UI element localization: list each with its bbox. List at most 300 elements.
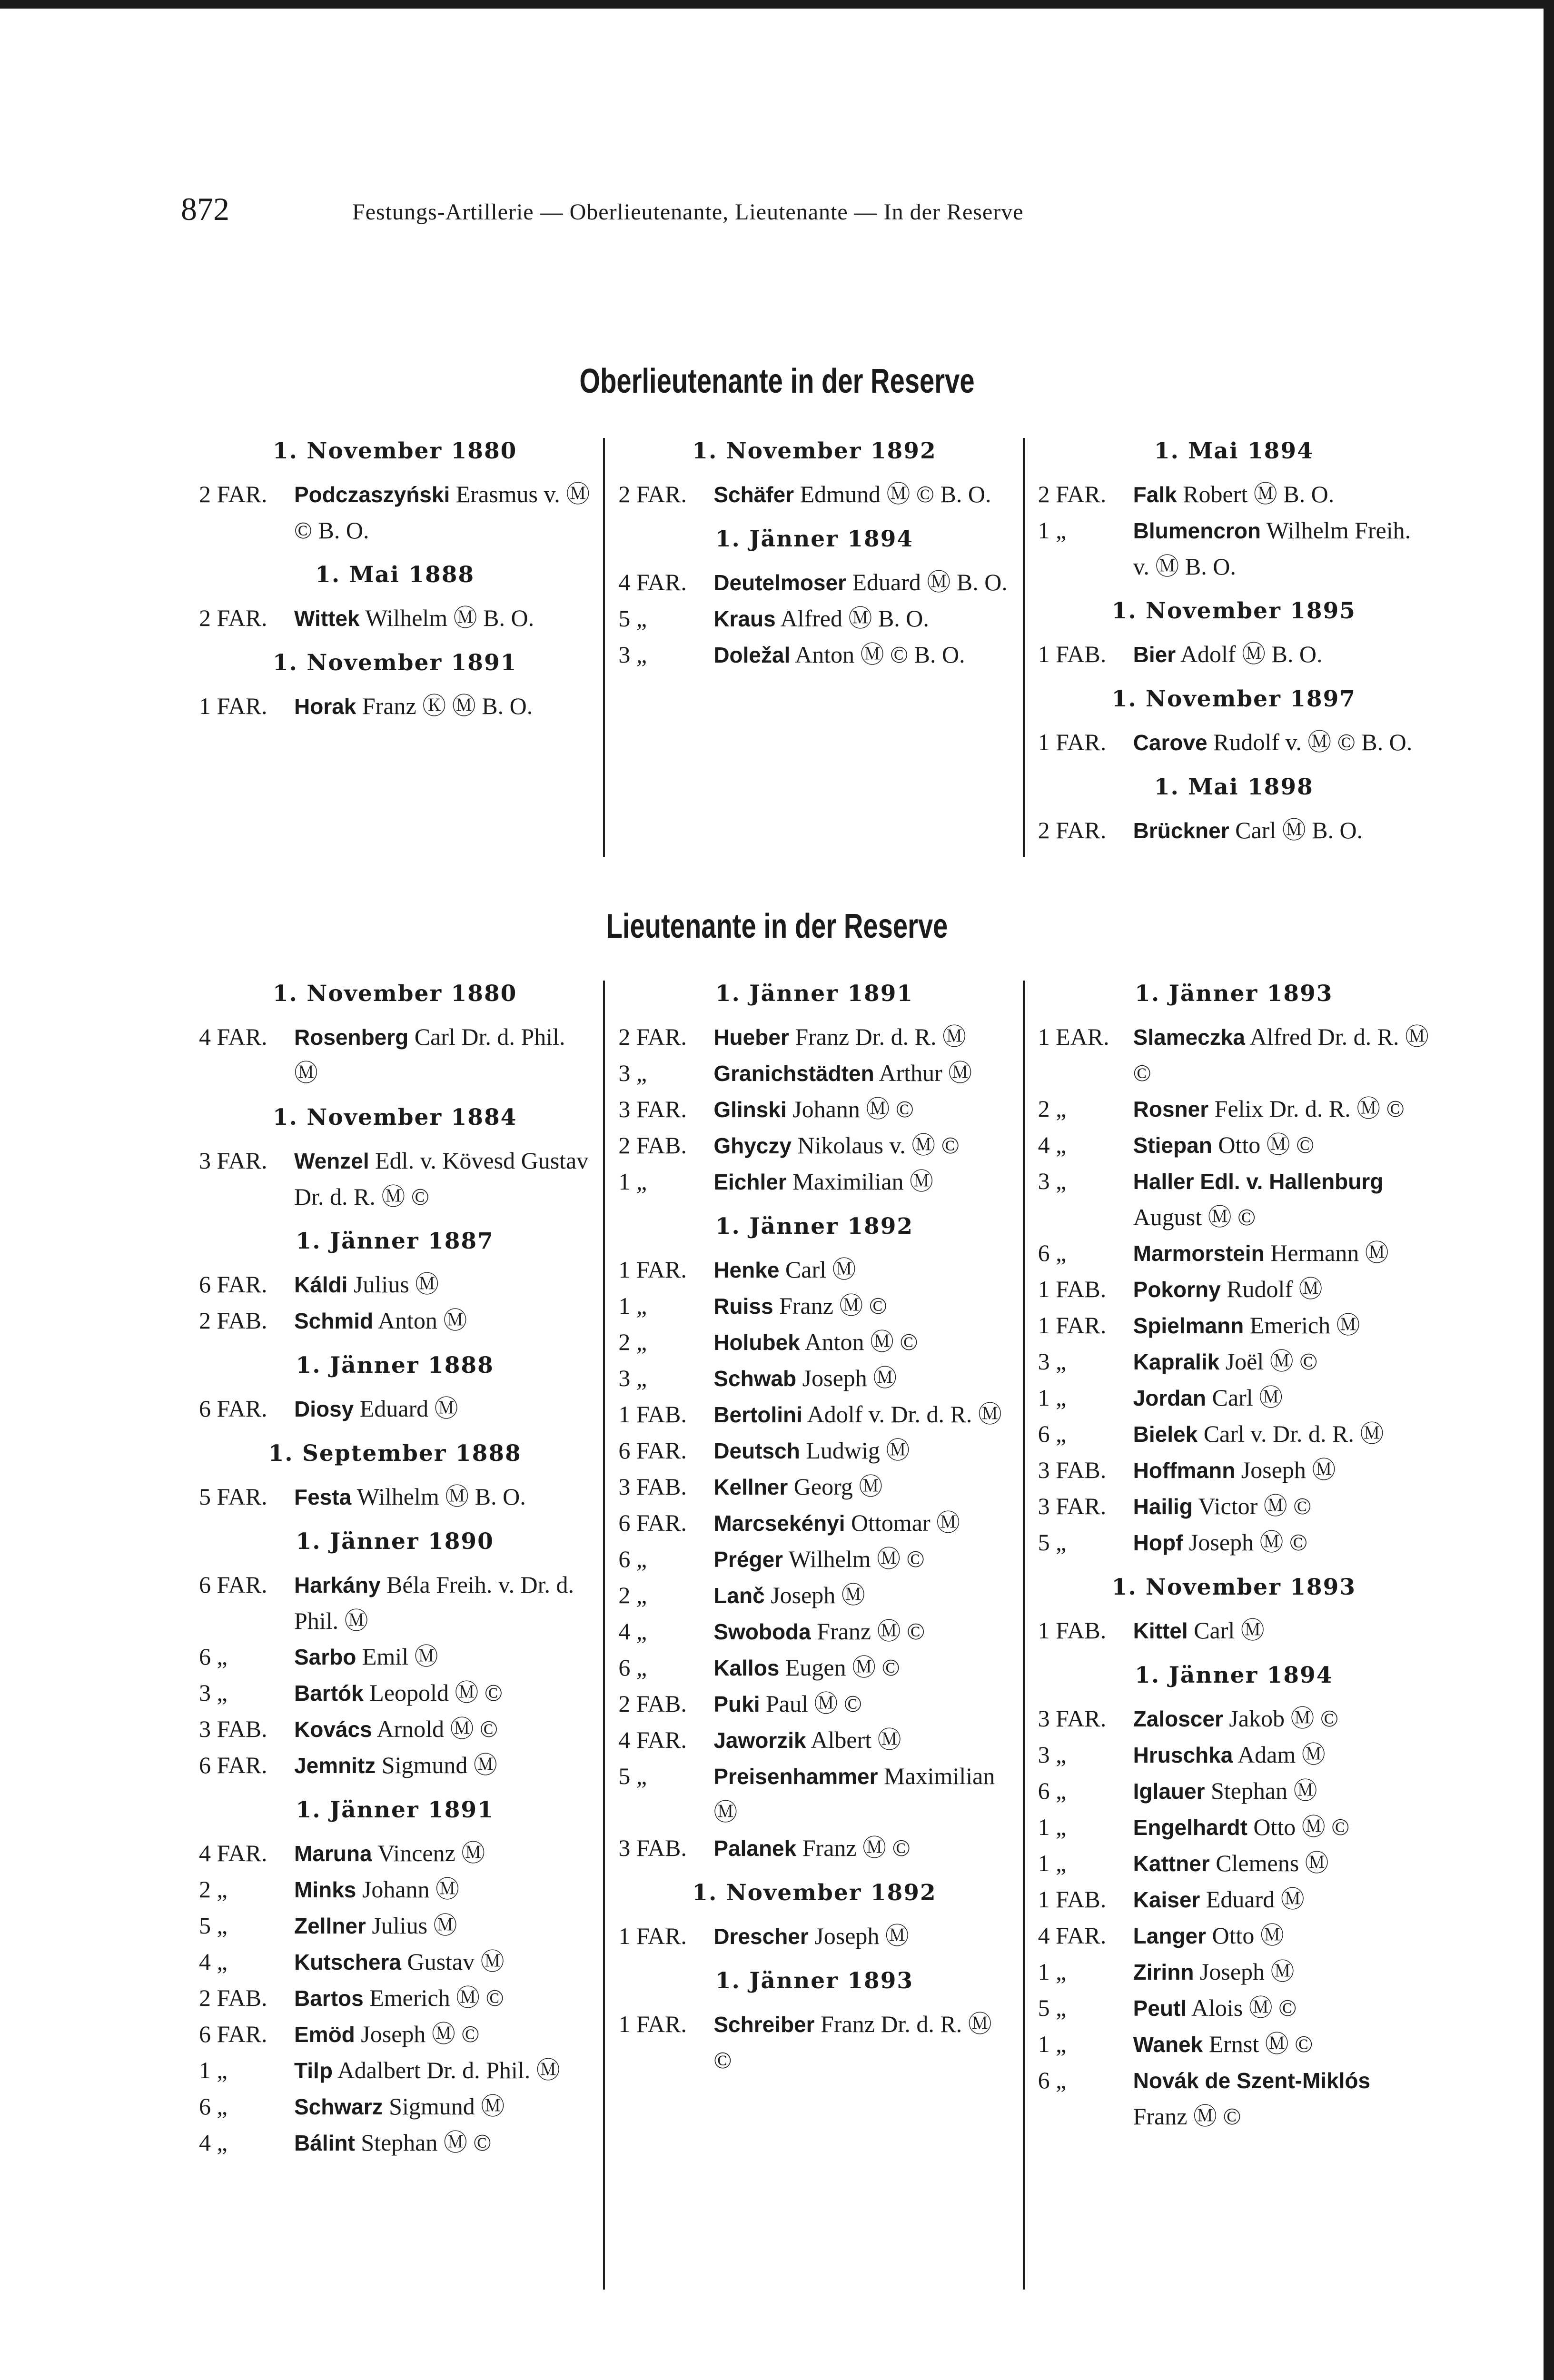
given-names-and-decorations: Edl. v. Kövesd Gustav Dr. d. R. Ⓜ © xyxy=(294,1147,589,1210)
given-names-and-decorations: Eduard Ⓜ xyxy=(359,1395,458,1422)
unit-code: 1 FAR. xyxy=(1038,1312,1107,1339)
given-names-and-decorations: Ludwig Ⓜ xyxy=(806,1437,910,1464)
officer-name xyxy=(713,1650,1010,1686)
roster-entry xyxy=(618,1360,1010,1397)
promotion-date-heading: 1. Jänner 1894 xyxy=(1135,1662,1333,1688)
roster-entry xyxy=(1038,2026,1430,2063)
given-names-and-decorations: Stephan Ⓜ © xyxy=(361,2129,492,2156)
given-names-and-decorations: Vincenz Ⓜ xyxy=(377,1840,485,1866)
given-names-and-decorations: Erasmus v. Ⓜ © B. O. xyxy=(294,481,590,544)
unit-code: 3 FAB. xyxy=(1038,1457,1107,1483)
given-names-and-decorations: Arthur Ⓜ xyxy=(879,1060,972,1086)
officer-name xyxy=(1133,1918,1430,1954)
given-names-and-decorations: Victor Ⓜ © xyxy=(1198,1493,1312,1519)
officer-name xyxy=(713,1324,1010,1360)
surname: Kaiser xyxy=(1133,1887,1200,1912)
roster-entry xyxy=(199,2089,591,2125)
officer-name xyxy=(294,1639,591,1675)
promotion-date-heading: 1. November 1884 xyxy=(272,1104,517,1130)
officer-name xyxy=(1133,1809,1430,1845)
officer-name xyxy=(1133,636,1430,673)
officer-name xyxy=(1133,2026,1430,2063)
roster-entry xyxy=(199,1267,591,1303)
promotion-date-heading: 1. November 1897 xyxy=(1111,686,1356,712)
roster-entry xyxy=(1038,1954,1430,1990)
scan-border-right xyxy=(1544,0,1554,2380)
roster-entry xyxy=(1038,1613,1430,1649)
given-names-and-decorations: Alfred Ⓜ B. O. xyxy=(780,605,929,632)
unit-code: 1 „ xyxy=(1038,1850,1067,1876)
surname: Haller Edl. v. Hallenburg xyxy=(1133,1169,1384,1194)
roster-entry xyxy=(199,1711,591,1747)
roster-entry xyxy=(199,1019,591,1091)
unit-code: 3 FAR. xyxy=(199,1147,267,1174)
column xyxy=(603,981,1022,2290)
unit-code: 2 FAB. xyxy=(199,1307,267,1334)
officer-name xyxy=(1133,1525,1430,1561)
promotion-date-heading: 1. Mai 1898 xyxy=(1154,774,1314,800)
surname: Maruna xyxy=(294,1841,372,1866)
officer-name xyxy=(1133,1773,1430,1809)
roster-entry xyxy=(199,2016,591,2053)
officer-name xyxy=(294,1944,591,1980)
surname: Wittek xyxy=(294,606,360,631)
surname: Bartók xyxy=(294,1681,364,1706)
officer-name xyxy=(1133,1344,1430,1380)
unit-code: 1 FAB. xyxy=(1038,1617,1107,1644)
unit-code: 4 FAR. xyxy=(618,569,687,595)
roster-entry xyxy=(1038,1344,1430,1380)
roster-entry xyxy=(618,1541,1010,1577)
roster-entry xyxy=(618,2006,1010,2078)
roster-entry xyxy=(1038,1701,1430,1737)
roster-entry xyxy=(618,1577,1010,1614)
surname: Kutschera xyxy=(294,1950,401,1974)
given-names-and-decorations: Emerich Ⓜ xyxy=(1249,1312,1360,1339)
officer-name xyxy=(1133,1127,1430,1163)
given-names-and-decorations: Wilhelm Freih. v. Ⓜ B. O. xyxy=(1133,517,1411,580)
surname: Hruschka xyxy=(1133,1743,1233,1767)
surname: Rosenberg xyxy=(294,1025,409,1050)
surname: Lanč xyxy=(713,1583,765,1608)
surname: Eichler xyxy=(713,1170,787,1194)
surname: Hailig xyxy=(1133,1494,1193,1519)
surname: Harkány xyxy=(294,1573,381,1597)
surname: Jordan xyxy=(1133,1386,1207,1410)
unit-code: 1 FAB. xyxy=(618,1401,687,1428)
promotion-date-heading: 1. Jänner 1892 xyxy=(715,1213,914,1240)
unit-code: 2 FAR. xyxy=(199,481,267,507)
roster-entry xyxy=(199,1872,591,1908)
roster-entry xyxy=(1038,1380,1430,1416)
surname: Kovács xyxy=(294,1717,372,1742)
surname: Schmid xyxy=(294,1309,374,1333)
officer-name xyxy=(1133,1271,1430,1308)
officer-name xyxy=(713,1614,1010,1650)
page-header xyxy=(181,190,1285,243)
unit-code: 1 FAB. xyxy=(1038,1276,1107,1302)
unit-code: 3 „ xyxy=(618,1365,647,1391)
roster-entry xyxy=(1038,1737,1430,1773)
officer-name xyxy=(713,1288,1010,1324)
roster-entry xyxy=(618,1128,1010,1164)
given-names-and-decorations: Gustav Ⓜ xyxy=(407,1948,505,1975)
roster-entry xyxy=(618,1686,1010,1722)
officer-name xyxy=(294,1908,591,1944)
surname: Bier xyxy=(1133,642,1176,667)
given-names-and-decorations: Carl Ⓜ xyxy=(785,1256,856,1283)
officer-name xyxy=(713,1541,1010,1577)
roster-entry xyxy=(199,1143,591,1215)
unit-code: 6 FAR. xyxy=(199,1752,267,1778)
promotion-date-heading: 1. November 1891 xyxy=(272,650,517,676)
given-names-and-decorations: Sigmund Ⓜ xyxy=(389,2093,505,2120)
surname: Slameczka xyxy=(1133,1025,1245,1050)
roster-entry xyxy=(199,1835,591,1872)
given-names-and-decorations: Joël Ⓜ © xyxy=(1225,1348,1318,1375)
roster-entry xyxy=(618,1614,1010,1650)
unit-code: 6 FAR. xyxy=(199,1271,267,1298)
given-names-and-decorations: Clemens Ⓜ xyxy=(1216,1850,1329,1876)
officer-name xyxy=(713,1469,1010,1505)
officer-name xyxy=(1133,1163,1430,1235)
roster-entry xyxy=(199,476,591,548)
roster-entry xyxy=(618,1722,1010,1758)
given-names-and-decorations: Franz Ⓜ © xyxy=(1133,2103,1241,2130)
roster-entry xyxy=(1038,513,1430,585)
given-names-and-decorations: Ottomar Ⓜ xyxy=(851,1509,960,1536)
column xyxy=(1023,981,1442,2290)
roster-entry xyxy=(199,1303,591,1339)
surname: Tilp xyxy=(294,2058,333,2083)
officer-name xyxy=(1133,1990,1430,2026)
surname: Peutl xyxy=(1133,1996,1187,2021)
officer-name xyxy=(294,1019,591,1091)
unit-code: 6 „ xyxy=(618,1654,647,1681)
officer-name xyxy=(713,1722,1010,1758)
roster-entry xyxy=(1038,1127,1430,1163)
promotion-date-heading: 1. Jänner 1891 xyxy=(715,981,914,1007)
running-head: Festungs-Artillerie — Oberlieutenante, Lieutenante — In der Reserve xyxy=(352,199,1024,225)
surname: Schwab xyxy=(713,1366,797,1391)
unit-code: 1 „ xyxy=(1038,2031,1067,2057)
officer-name xyxy=(1133,813,1430,849)
officer-name xyxy=(294,1303,591,1339)
given-names-and-decorations: Béla Freih. v. Dr. d. Phil. Ⓜ xyxy=(294,1571,574,1634)
roster-entry xyxy=(1038,1308,1430,1344)
officer-name xyxy=(1133,1613,1430,1649)
given-names-and-decorations: Sigmund Ⓜ xyxy=(381,1752,497,1778)
roster-entry xyxy=(199,1944,591,1980)
roster-entry xyxy=(618,1091,1010,1128)
promotion-date-heading: 1. November 1880 xyxy=(272,438,517,464)
surname: Schreiber xyxy=(713,2012,815,2037)
surname: Falk xyxy=(1133,482,1177,507)
roster-entry xyxy=(1038,1091,1430,1127)
unit-code: 1 „ xyxy=(1038,1814,1067,1840)
section-title-oberlieutenante: Oberlieutenante in der Reserve xyxy=(579,362,975,400)
roster-entry xyxy=(618,1505,1010,1541)
unit-code: 1 FAB. xyxy=(1038,641,1107,667)
unit-code: 2 „ xyxy=(618,1582,647,1608)
unit-code: 1 FAR. xyxy=(618,1256,687,1283)
surname: Engelhardt xyxy=(1133,1815,1247,1840)
surname: Hueber xyxy=(713,1025,789,1050)
surname: Ruiss xyxy=(713,1294,773,1319)
surname: Emöd xyxy=(294,2022,355,2047)
officer-name xyxy=(713,1918,1010,1954)
section-columns-lieutenante xyxy=(186,981,1442,2290)
unit-code: 6 „ xyxy=(1038,1240,1067,1266)
officer-name xyxy=(294,1711,591,1747)
unit-code: 6 FAR. xyxy=(618,1509,687,1536)
scan-border-top xyxy=(0,0,1554,9)
column xyxy=(186,981,603,2290)
given-names-and-decorations: Anton Ⓜ © B. O. xyxy=(795,641,965,668)
unit-code: 1 „ xyxy=(199,2057,228,2083)
unit-code: 1 FAR. xyxy=(199,693,267,719)
unit-code: 2 FAR. xyxy=(618,481,687,507)
surname: Kellner xyxy=(713,1475,788,1499)
surname: Carove xyxy=(1133,730,1208,755)
roster-entry xyxy=(1038,636,1430,673)
roster-entry xyxy=(618,1252,1010,1288)
officer-name xyxy=(713,1397,1010,1433)
surname: Zellner xyxy=(294,1914,366,1938)
unit-code: 3 „ xyxy=(1038,1168,1067,1194)
unit-code: 4 FAR. xyxy=(199,1023,267,1050)
given-names-and-decorations: Alois Ⓜ © xyxy=(1191,1994,1297,2021)
roster-entry xyxy=(199,2053,591,2089)
surname: Rosner xyxy=(1133,1097,1209,1121)
surname: Pokorny xyxy=(1133,1277,1221,1302)
surname: Palanek xyxy=(713,1836,797,1861)
given-names-and-decorations: Stephan Ⓜ xyxy=(1210,1777,1317,1804)
promotion-date-heading: 1. November 1893 xyxy=(1111,1574,1356,1600)
promotion-date-heading: 1. Mai 1888 xyxy=(315,562,475,588)
given-names-and-decorations: Joseph Ⓜ xyxy=(771,1582,865,1608)
unit-code: 3 „ xyxy=(618,641,647,668)
given-names-and-decorations: Otto Ⓜ xyxy=(1212,1922,1284,1949)
officer-name xyxy=(294,2125,591,2161)
officer-name xyxy=(294,1835,591,1872)
unit-code: 6 „ xyxy=(618,1546,647,1572)
officer-name xyxy=(1133,1091,1430,1127)
unit-code: 6 FAR. xyxy=(199,1571,267,1598)
roster-entry xyxy=(618,1397,1010,1433)
roster-entry xyxy=(1038,813,1430,849)
officer-name xyxy=(713,1758,1010,1830)
officer-name xyxy=(294,1675,591,1711)
surname: Spielmann xyxy=(1133,1313,1244,1338)
roster-entry xyxy=(199,1639,591,1675)
surname: Préger xyxy=(713,1547,783,1572)
roster-entry xyxy=(618,1324,1010,1360)
officer-name xyxy=(1133,1416,1430,1452)
given-names-and-decorations: Eduard Ⓜ B. O. xyxy=(852,569,1008,595)
surname: Jemnitz xyxy=(294,1753,376,1778)
given-names-and-decorations: Rudolf v. Ⓜ © B. O. xyxy=(1213,729,1413,755)
roster-entry xyxy=(199,1479,591,1515)
surname: Puki xyxy=(713,1692,760,1716)
surname: Deutsch xyxy=(713,1438,800,1463)
unit-code: 5 FAR. xyxy=(199,1483,267,1510)
given-names-and-decorations: Carl Ⓜ xyxy=(1212,1384,1283,1411)
given-names-and-decorations: Eugen Ⓜ © xyxy=(785,1654,900,1681)
unit-code: 2 „ xyxy=(199,1876,228,1903)
officer-name xyxy=(713,565,1010,601)
officer-name xyxy=(294,1747,591,1784)
given-names-and-decorations: Johann Ⓜ xyxy=(362,1876,460,1903)
unit-code: 2 FAB. xyxy=(618,1132,687,1159)
given-names-and-decorations: Johann Ⓜ © xyxy=(792,1096,914,1122)
surname: Granichstädten xyxy=(713,1061,874,1086)
page-number: 872 xyxy=(181,191,229,227)
roster-entry xyxy=(199,600,591,636)
surname: Deutelmoser xyxy=(713,570,846,595)
column xyxy=(603,438,1022,857)
unit-code: 3 FAR. xyxy=(1038,1493,1107,1519)
given-names-and-decorations: Maximilian Ⓜ xyxy=(713,1763,995,1825)
unit-code: 5 „ xyxy=(618,605,647,632)
unit-code: 3 FAR. xyxy=(1038,1705,1107,1732)
unit-code: 6 „ xyxy=(1038,1420,1067,1447)
roster-entry xyxy=(199,1908,591,1944)
given-names-and-decorations: Albert Ⓜ xyxy=(811,1726,901,1753)
surname: Schwarz xyxy=(294,2094,383,2119)
given-names-and-decorations: Joseph Ⓜ © xyxy=(361,2021,480,2047)
given-names-and-decorations: Carl Ⓜ B. O. xyxy=(1235,817,1363,843)
promotion-date-heading: 1. November 1892 xyxy=(692,1880,937,1906)
roster-entry xyxy=(1038,476,1430,513)
unit-code: 2 „ xyxy=(1038,1095,1067,1122)
unit-code: 4 FAR. xyxy=(199,1840,267,1866)
given-names-and-decorations: Robert Ⓜ B. O. xyxy=(1183,481,1335,507)
section-title-lieutenante: Lieutenante in der Reserve xyxy=(606,907,948,945)
unit-code: 2 FAR. xyxy=(1038,481,1107,507)
unit-code: 3 FAR. xyxy=(618,1096,687,1122)
roster-entry xyxy=(199,1391,591,1427)
unit-code: 4 „ xyxy=(1038,1131,1067,1158)
officer-name xyxy=(713,1055,1010,1091)
given-names-and-decorations: Adam Ⓜ xyxy=(1237,1741,1326,1768)
surname: Bálint xyxy=(294,2131,355,2155)
surname: Bartos xyxy=(294,1986,364,2011)
given-names-and-decorations: Adolf Ⓜ B. O. xyxy=(1180,641,1323,667)
roster-entry xyxy=(1038,724,1430,761)
surname: Kraus xyxy=(713,606,776,631)
promotion-date-heading: 1. Jänner 1893 xyxy=(715,1968,914,1994)
surname: Iglauer xyxy=(1133,1779,1205,1804)
promotion-date-heading: 1. September 1888 xyxy=(268,1440,522,1467)
given-names-and-decorations: Emerich Ⓜ © xyxy=(369,1984,504,2011)
given-names-and-decorations: Maximilian Ⓜ xyxy=(792,1168,934,1195)
roster-entry xyxy=(618,1830,1010,1866)
unit-code: 1 FAB. xyxy=(1038,1886,1107,1913)
officer-name xyxy=(294,1567,591,1639)
roster-entry xyxy=(1038,1163,1430,1235)
roster-entry xyxy=(618,565,1010,601)
officer-name xyxy=(713,637,1010,673)
surname: Kattner xyxy=(1133,1851,1210,1876)
column xyxy=(186,438,603,857)
officer-name xyxy=(294,1980,591,2016)
unit-code: 2 „ xyxy=(618,1329,647,1355)
given-names-and-decorations: Julius Ⓜ xyxy=(353,1271,439,1298)
unit-code: 1 „ xyxy=(618,1292,647,1319)
roster-entry xyxy=(618,601,1010,637)
surname: Horak xyxy=(294,694,356,719)
given-names-and-decorations: Franz Dr. d. R. Ⓜ © xyxy=(713,2011,992,2073)
officer-name xyxy=(713,1019,1010,1055)
given-names-and-decorations: Ernst Ⓜ © xyxy=(1208,2031,1313,2057)
promotion-date-heading: 1. Jänner 1891 xyxy=(296,1797,494,1823)
unit-code: 4 „ xyxy=(618,1618,647,1645)
surname: Kallos xyxy=(713,1656,780,1680)
surname: Marcsekényi xyxy=(713,1511,845,1536)
officer-name xyxy=(713,1686,1010,1722)
officer-name xyxy=(1133,1737,1430,1773)
roster-entry xyxy=(199,2125,591,2161)
surname: Bielek xyxy=(1133,1422,1198,1447)
roster-entry xyxy=(618,1055,1010,1091)
surname: Henke xyxy=(713,1258,780,1282)
roster-entry xyxy=(1038,1271,1430,1308)
officer-name xyxy=(713,1164,1010,1200)
roster-entry xyxy=(1038,1416,1430,1452)
surname: Glinski xyxy=(713,1097,787,1122)
given-names-and-decorations: Paul Ⓜ © xyxy=(765,1690,862,1717)
given-names-and-decorations: Carl Dr. d. Phil. Ⓜ xyxy=(294,1023,565,1086)
unit-code: 1 „ xyxy=(618,1168,647,1195)
officer-name xyxy=(294,1143,591,1215)
roster-entry xyxy=(1038,1525,1430,1561)
promotion-date-heading: 1. November 1892 xyxy=(692,438,937,464)
unit-code: 1 FAR. xyxy=(1038,729,1107,755)
promotion-date-heading: 1. Jänner 1888 xyxy=(296,1352,494,1378)
given-names-and-decorations: Rudolf Ⓜ xyxy=(1227,1276,1323,1302)
unit-code: 6 FAR. xyxy=(618,1437,687,1464)
unit-code: 3 FAB. xyxy=(618,1835,687,1861)
surname: Bertolini xyxy=(713,1402,802,1427)
officer-name xyxy=(294,1479,591,1515)
officer-name xyxy=(294,2089,591,2125)
given-names-and-decorations: Hermann Ⓜ xyxy=(1270,1240,1389,1266)
unit-code: 3 „ xyxy=(199,1679,228,1706)
unit-code: 4 „ xyxy=(199,2129,228,2156)
given-names-and-decorations: Adolf v. Dr. d. R. Ⓜ xyxy=(807,1401,1002,1428)
unit-code: 3 „ xyxy=(1038,1741,1067,1768)
given-names-and-decorations: Otto Ⓜ © xyxy=(1253,1814,1350,1840)
surname: Zaloscer xyxy=(1133,1706,1223,1731)
roster-entry xyxy=(618,1288,1010,1324)
unit-code: 5 „ xyxy=(618,1763,647,1789)
promotion-date-heading: 1. Jänner 1894 xyxy=(715,526,914,552)
unit-code: 1 FAR. xyxy=(618,1923,687,1949)
roster-entry xyxy=(1038,1773,1430,1809)
roster-entry xyxy=(1038,1845,1430,1882)
promotion-date-heading: 1. November 1895 xyxy=(1111,598,1356,624)
surname: Ghyczy xyxy=(713,1133,792,1158)
unit-code: 2 FAR. xyxy=(199,605,267,631)
officer-name xyxy=(1133,1308,1430,1344)
surname: Wenzel xyxy=(294,1149,369,1173)
roster-entry xyxy=(1038,1019,1430,1091)
surname: Wanek xyxy=(1133,2032,1203,2057)
given-names-and-decorations: Alfred Dr. d. R. Ⓜ © xyxy=(1133,1023,1429,1086)
given-names-and-decorations: Franz Ⓜ © xyxy=(817,1618,925,1645)
officer-name xyxy=(1133,1882,1430,1918)
